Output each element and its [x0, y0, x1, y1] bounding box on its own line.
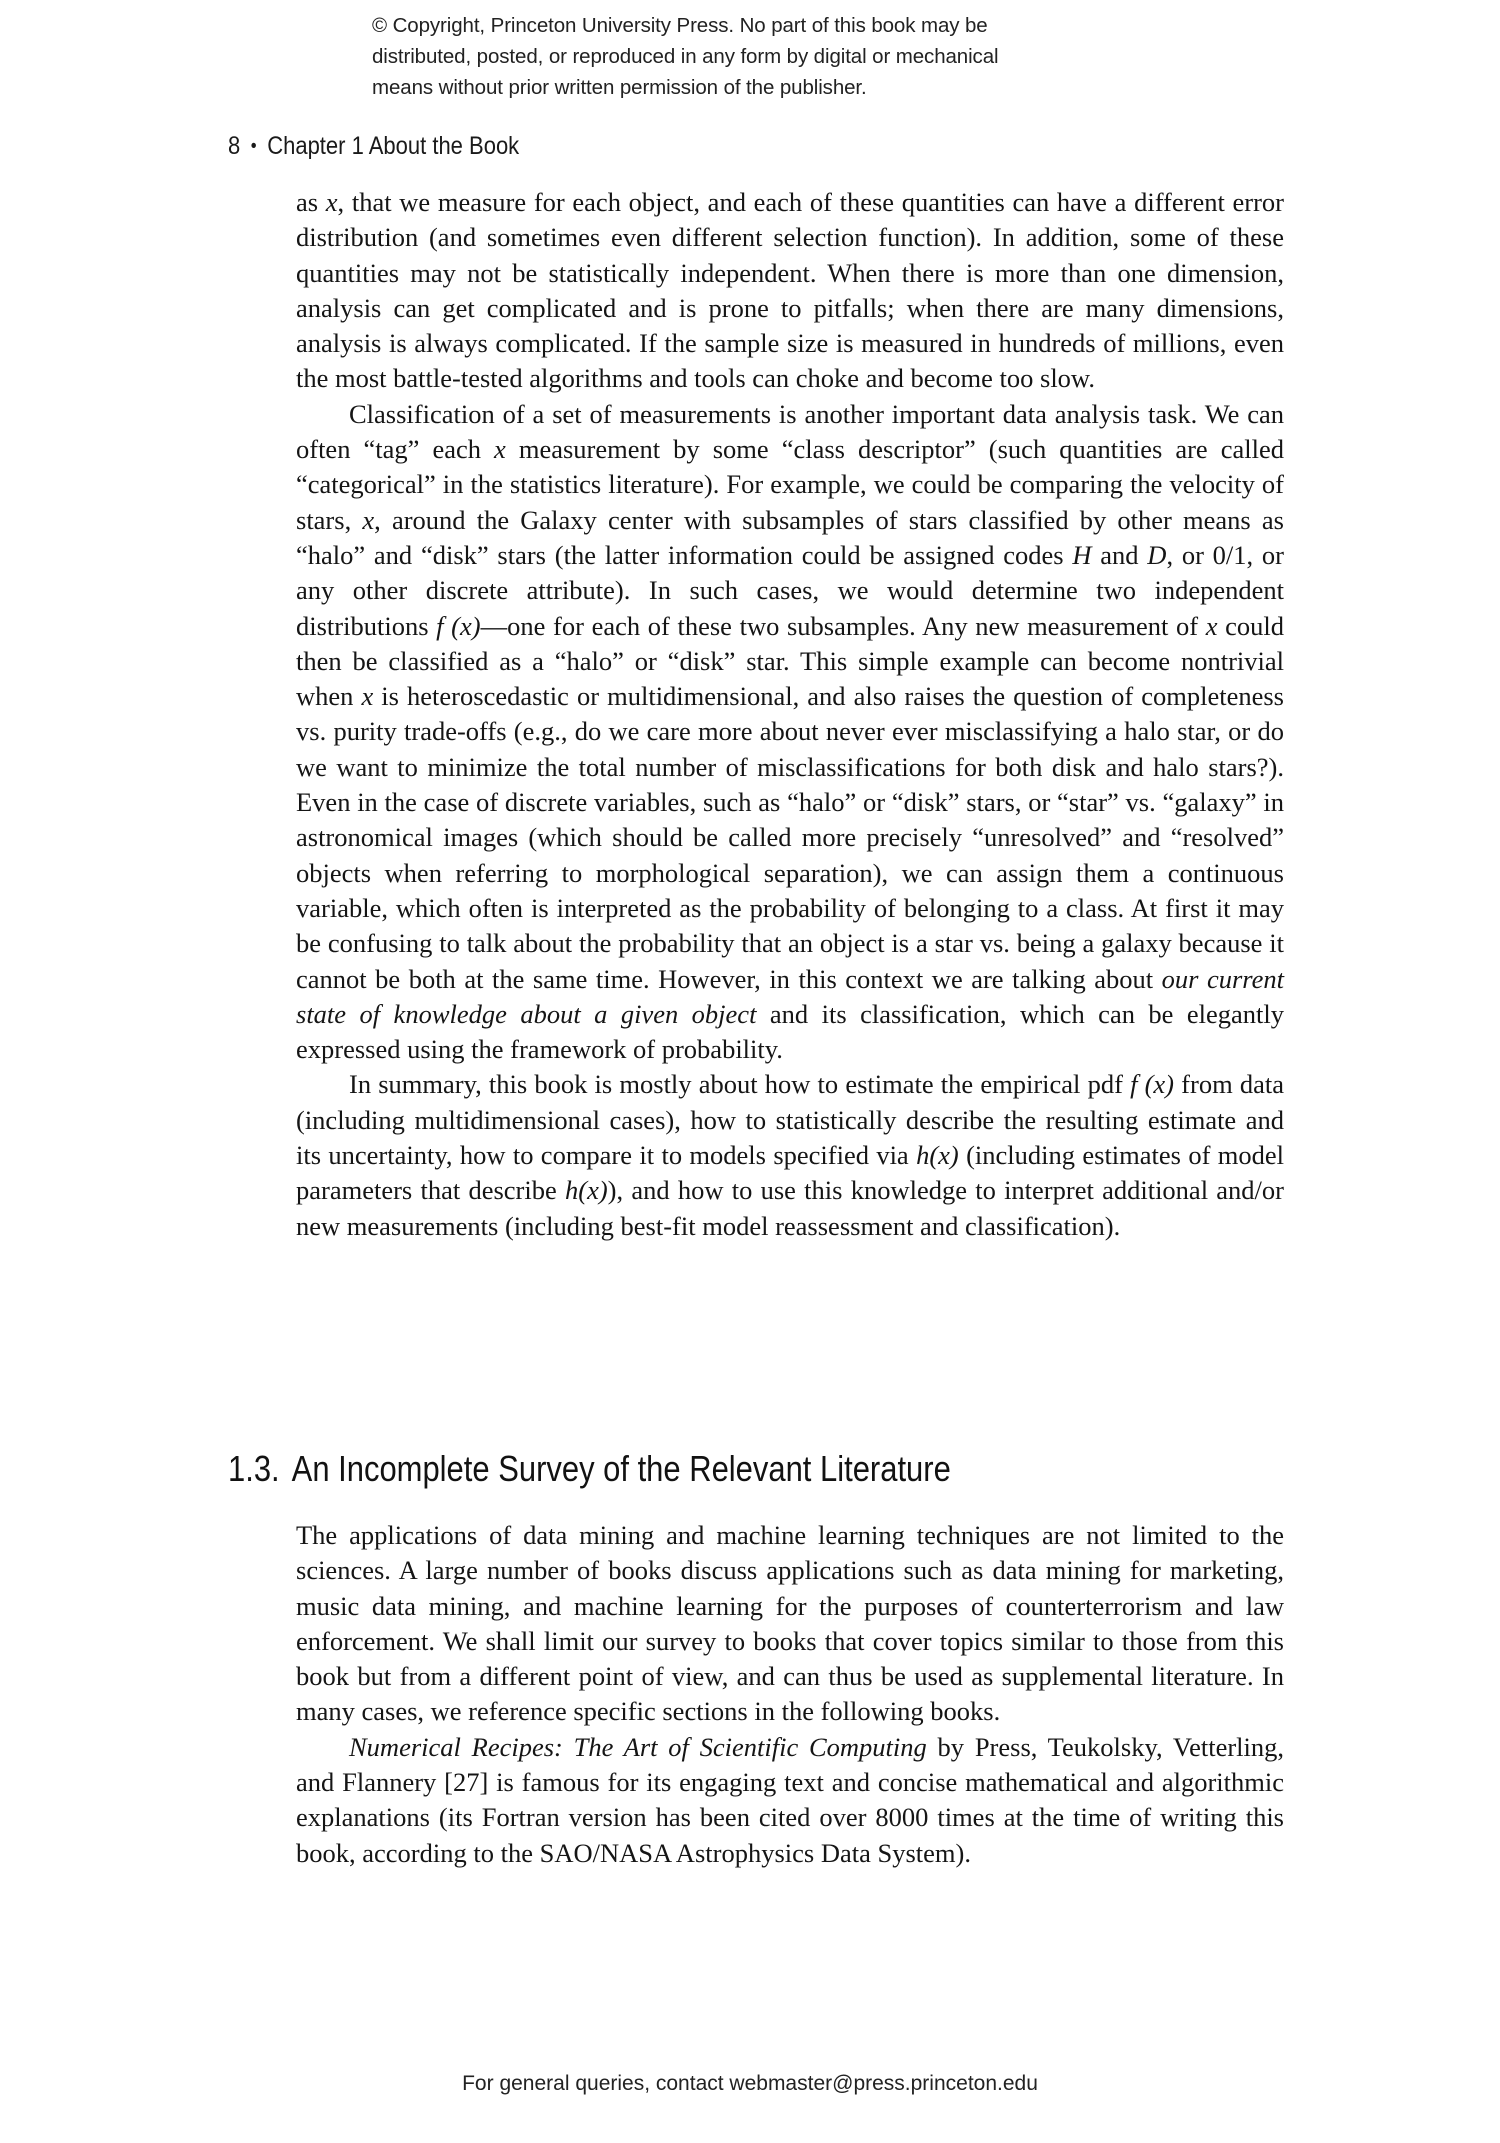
math-var-d: D	[1147, 539, 1167, 570]
body-column	[296, 185, 1284, 1244]
para2-s3: , around the Galaxy center with subsamples of stars classified by other means as “halo” and “disk” stars (the latter information could be assigned codes	[296, 504, 1284, 570]
para2-s9: and its classification, which can be elegantly expressed using the framework of probability.	[296, 998, 1284, 1065]
para2-s7: could then be classified as a “halo” or “disk” star. This simple example can become nontrivial when	[296, 610, 1285, 712]
copyright-notice	[372, 10, 1112, 103]
section-title: An Incomplete Survey of the Relevant Literature	[291, 1448, 951, 1489]
book-title-numerical-recipes: Numerical Recipes: The Art of Scientific Computing	[349, 1731, 927, 1762]
para2-s8: is heteroscedastic or multidimensional, and also raises the question of completeness vs. purity trade-offs (e.g., do we care more about never ever misclassifying a halo star, or do we want to minimize the total number of misclassifications for both disk and halo stars?). Even in the case of discrete variables, such as “halo” or “disk” stars, or “star” vs. “galaxy” in astronomical images (which should be called more precisely “unresolved” and “resolved” objects when referring to morphological separation), we can assign them a continuous variable, which often is interpreted as the probability of belonging to a class. At first it may be confusing to talk about the probability that an object is a star vs. being a galaxy because it cannot be both at the same time. However, in this context we are talking about	[296, 681, 1284, 994]
paragraph-classification	[296, 397, 1284, 1068]
paragraph-summary	[296, 1067, 1284, 1243]
page-number: 8	[228, 132, 241, 160]
running-head	[228, 132, 519, 161]
page-footer: For general queries, contact webmaster@press.princeton.edu	[462, 2072, 1038, 2095]
math-expr-fx: f (x)	[436, 610, 481, 641]
copyright-line-2: distributed, posted, or reproduced in any form by digital or mechanical	[372, 45, 999, 68]
math-var-x: x	[362, 504, 375, 535]
para3-s2: from data (including multidimensional cases), how to statistically describe the resulting estimate and its uncertainty, how to compare it to models specified via	[296, 1069, 1284, 1171]
math-expr-hx: h(x)	[565, 1175, 608, 1206]
para2-s5: , or 0/1, or any other discrete attribute). In such cases, we would determine two independent distributions	[296, 539, 1284, 641]
para3-s1: In summary, this book is mostly about how to estimate the empirical pdf	[349, 1069, 1131, 1100]
para1-part-a: as	[296, 187, 326, 217]
math-var-x: x	[361, 681, 374, 712]
copyright-line-1: © Copyright, Princeton University Press. No part of this book may be	[372, 14, 988, 37]
copyright-line-3: means without prior written permission of the publisher.	[372, 76, 867, 99]
math-expr-hx: h(x)	[916, 1140, 959, 1171]
section-body-column	[296, 1518, 1284, 1871]
emphasis-phrase: our current state of knowledge about a given object	[296, 963, 1284, 1029]
para2-s6: —one for each of these two subsamples. Any new measurement of	[480, 610, 1206, 641]
section-paragraph-2	[296, 1730, 1284, 1871]
para3-s4: ), and how to use this knowledge to interpret additional and/or new measurements (including best-fit model reassessment and classification).	[296, 1175, 1284, 1241]
bullet-separator-icon: •	[250, 136, 257, 157]
section-number: 1.3.	[228, 1448, 280, 1489]
para3-s3: (including estimates of model parameters that describe	[296, 1140, 1284, 1206]
para2-s2: measurement by some “class descriptor” (such quantities are called “categorical” in the statistics literature). For example, we could be comparing the velocity of stars,	[296, 434, 1284, 535]
math-var-h: H	[1072, 539, 1092, 570]
math-expr-fx: f (x)	[1130, 1069, 1175, 1100]
para1-part-b: , that we measure for each object, and each of these quantities can have a different error distribution (and sometimes even different selection function). In addition, some of these quantities may not be statistically independent. When there is more than one dimension, analysis can get complicated and is prone to pitfalls; when there are many dimensions, analysis is always complicated. If the sample size is measured in hundreds of millions, even the most battle-tested algorithms and tools can choke and become too slow.	[296, 187, 1284, 394]
math-var-x: x	[325, 187, 338, 217]
math-var-x: x	[1205, 610, 1218, 641]
section-para2-rest: by Press, Teukolsky, Vetterling, and Flannery [27] is famous for its engaging text and concise mathematical and algorithmic explanations (its Fortran version has been cited over 8000 times at the time of writing this book, according to the SAO/NASA Astrophysics Data System).	[296, 1731, 1285, 1868]
paragraph-continuation	[296, 185, 1284, 397]
section-heading-1-3	[228, 1448, 951, 1490]
section-paragraph-1: The applications of data mining and machine learning techniques are not limited to the sciences. A large number of books discuss applications such as data mining for marketing, music data mining, and machine learning for the purposes of counterterrorism and law enforcement. We shall limit our survey to books that cover topics similar to those from this book but from a different point of view, and can thus be used as supplemental literature. In many cases, we reference specific sections in the following books.	[296, 1520, 1284, 1727]
chapter-label: Chapter 1 About the Book	[267, 132, 520, 160]
para2-s4: and	[1091, 539, 1148, 570]
para2-s1: Classification of a set of measurements is another important data analysis task. We can often “tag” each	[296, 398, 1284, 465]
math-var-x: x	[494, 434, 506, 465]
